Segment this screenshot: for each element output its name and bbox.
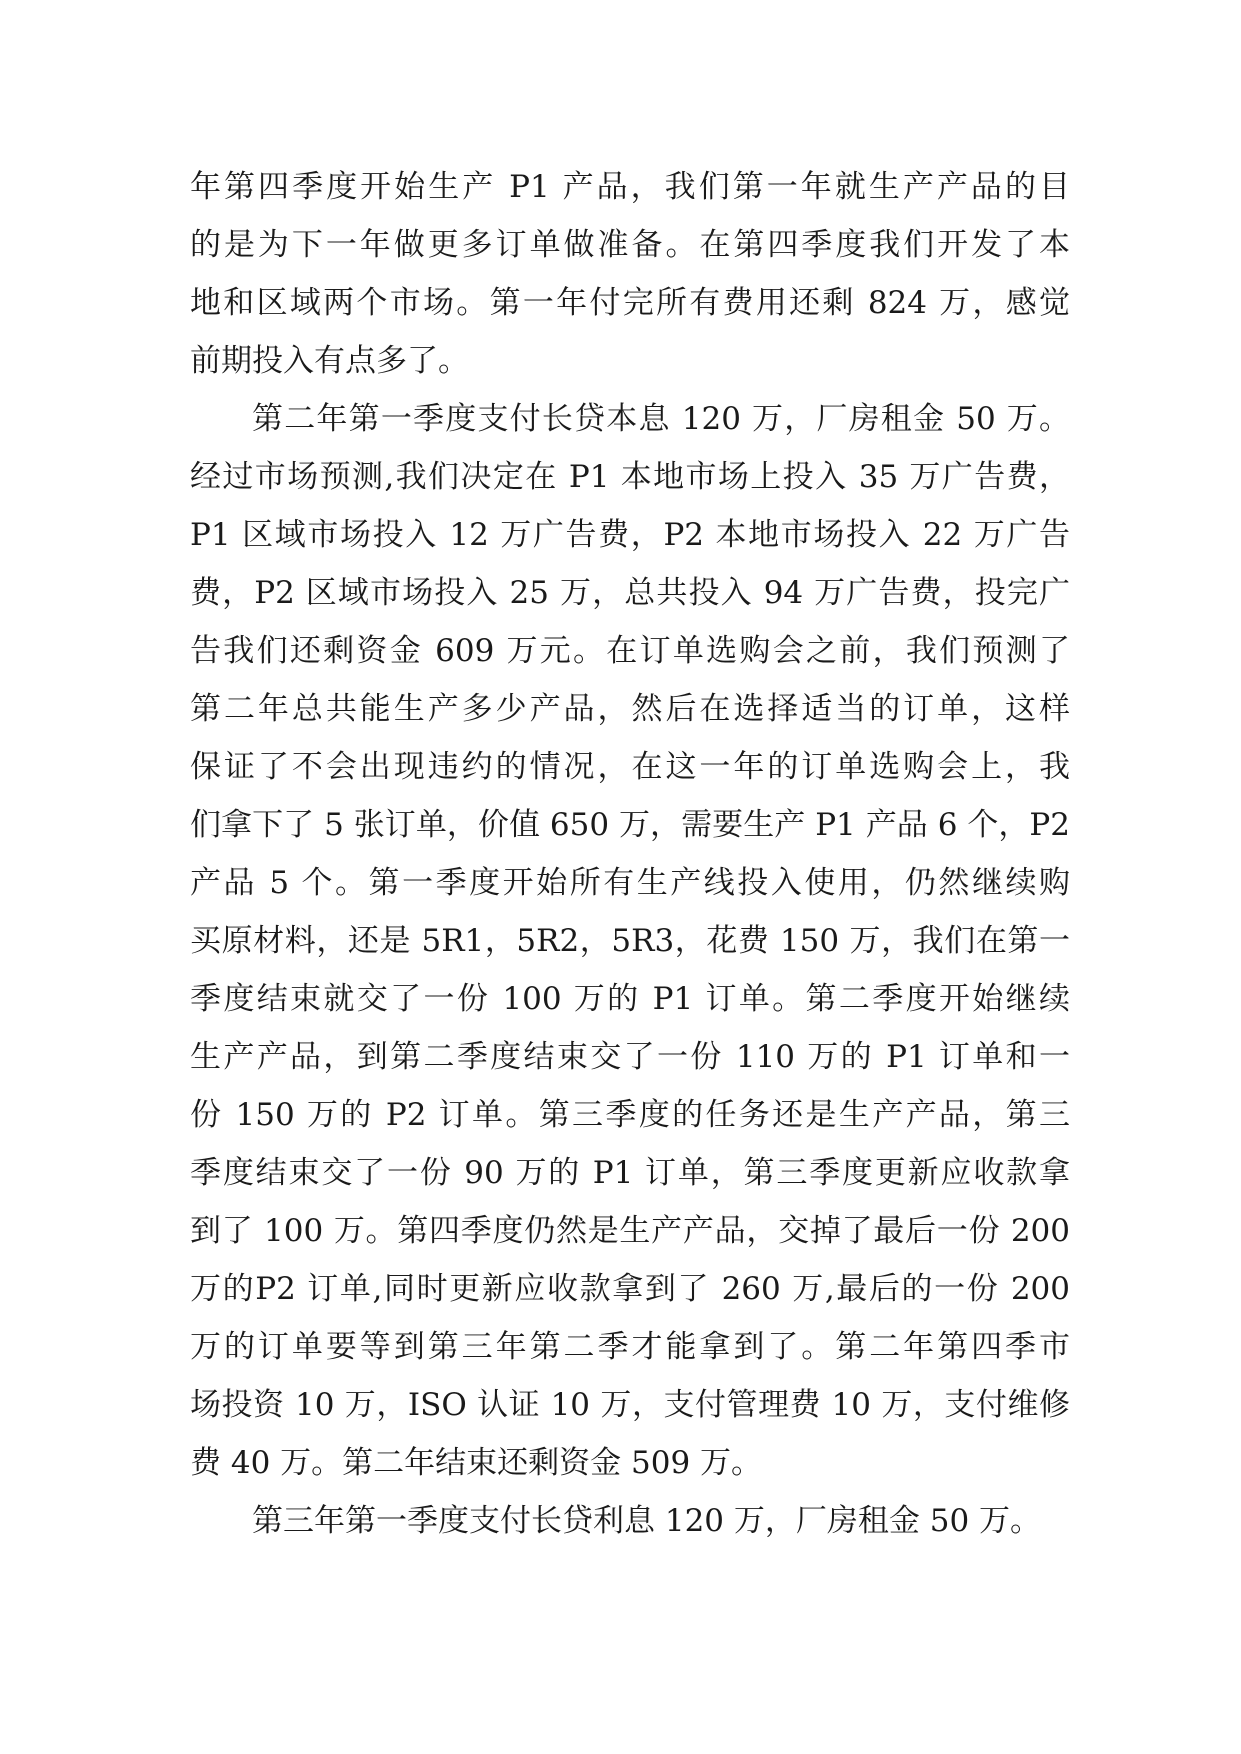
text-line: 产品 5 个。第一季度开始所有生产线投入使用，仍然继续购 (190, 865, 1070, 901)
document-body (190, 158, 1070, 1550)
text-line: 份 150 万的 P2 订单。第三季度的任务还是生产产品，第三 (190, 1097, 1070, 1133)
text-line: 年第四季度开始生产 P1 产品，我们第一年就生产产品的目 (190, 169, 1070, 205)
paragraph-3 (190, 1492, 1070, 1550)
text-line: 费，P2 区域市场投入 25 万，总共投入 94 万广告费，投完广 (190, 575, 1070, 611)
text-line: 万的P2 订单,同时更新应收款拿到了 260 万,最后的一份 200 (190, 1271, 1070, 1307)
text-line: 地和区域两个市场。第一年付完所有费用还剩 824 万，感觉 (190, 285, 1070, 321)
text-line: 告我们还剩资金 609 万元。在订单选购会之前，我们预测了 (190, 633, 1070, 669)
text-line: P1 区域市场投入 12 万广告费，P2 本地市场投入 22 万广告 (190, 517, 1070, 553)
text-line: 经过市场预测,我们决定在 P1 本地市场上投入 35 万广告费， (190, 459, 1070, 495)
text-line: 季度结束就交了一份 100 万的 P1 订单。第二季度开始继续 (190, 981, 1070, 1017)
text-line: 前期投入有点多了。 (190, 343, 469, 379)
text-line: 买原材料，还是 5R1，5R2，5R3，花费 150 万，我们在第一 (190, 923, 1070, 959)
text-line: 万的订单要等到第三年第二季才能拿到了。第二年第四季市 (190, 1329, 1070, 1365)
text-line: 到了 100 万。第四季度仍然是生产产品，交掉了最后一份 200 (190, 1213, 1070, 1249)
text-line: 第二年总共能生产多少产品，然后在选择适当的订单，这样 (190, 691, 1070, 727)
text-line: 场投资 10 万，ISO 认证 10 万，支付管理费 10 万，支付维修 (190, 1387, 1070, 1423)
text-line: 生产产品，到第二季度结束交了一份 110 万的 P1 订单和一 (190, 1039, 1070, 1075)
text-line: 保证了不会出现违约的情况，在这一年的订单选购会上，我 (190, 749, 1070, 785)
text-line: 的是为下一年做更多订单做准备。在第四季度我们开发了本 (190, 227, 1070, 263)
text-line: 季度结束交了一份 90 万的 P1 订单，第三季度更新应收款拿 (190, 1155, 1070, 1191)
paragraph-2 (190, 390, 1070, 1492)
paragraph-1 (190, 158, 1070, 390)
text-line: 第三年第一季度支付长贷利息 120 万，厂房租金 50 万。 (252, 1503, 1042, 1539)
text-line: 第二年第一季度支付长贷本息 120 万，厂房租金 50 万。 (252, 401, 1070, 437)
text-line: 费 40 万。第二年结束还剩资金 509 万。 (190, 1445, 763, 1481)
text-line: 们拿下了 5 张订单，价值 650 万，需要生产 P1 产品 6 个，P2 (190, 807, 1070, 843)
